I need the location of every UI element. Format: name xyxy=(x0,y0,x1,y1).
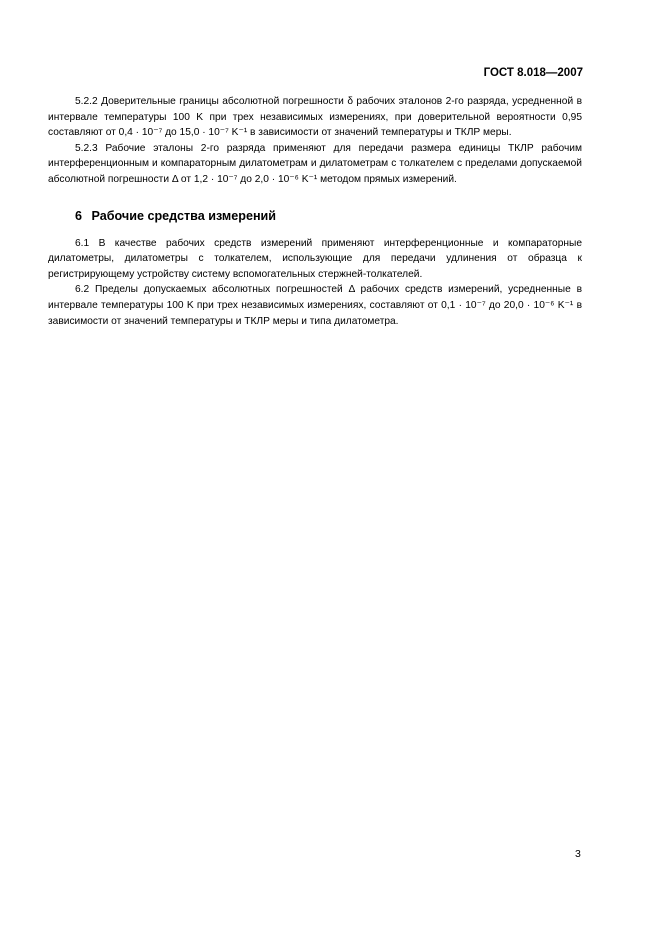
section-heading xyxy=(75,208,582,224)
paragraph-5-2-2: 5.2.2 Доверительные границы абсолютной погрешности δ рабочих эталонов 2-го разряда, усредненной в интервале температуры 100 K при трех независимых измерениях, при доверительной вероятности 0,95 составляют от 0,4 · 10⁻⁷ до 15,0 · 10⁻⁷ K⁻¹ в зависимости от значений температуры и ТКЛР меры. xyxy=(48,96,582,139)
page-body xyxy=(48,94,582,329)
section-number: 6 xyxy=(75,208,83,223)
paragraph-5-2-3: 5.2.3 Рабочие эталоны 2-го разряда применяют для передачи размера единицы ТКЛР рабочим интерференционным и компараторным дилатометрам и дилатометрам с толкателем с пределами допускаемой абсолютной погрешности Δ от 1,2 · 10⁻⁷ до 2,0 · 10⁻⁶ K⁻¹ методом прямых измерений. xyxy=(48,142,582,185)
section-title: Рабочие средства измерений xyxy=(91,208,277,223)
paragraph-6-2: 6.2 Пределы допускаемых абсолютных погрешностей Δ рабочих средств измерений, усредненные в интервале температуры 100 K при трех независимых измерениях, составляют от 0,1 · 10⁻⁷ до 20,0 · 10⁻⁶ K⁻¹ в зависимости от значений температуры и ТКЛР меры и типа дилатометра. xyxy=(48,284,582,327)
paragraph-6-1: 6.1 В качестве рабочих средств измерений применяют интерференционные и компараторные дилатометры, дилатометры с толкателем, использующие для передачи удлинения от образца к регистрирующему устройству систему вспомогательных стержней-толкателей. xyxy=(48,237,582,280)
document-code: ГОСТ 8.018—2007 xyxy=(483,67,583,79)
page-number: 3 xyxy=(575,848,581,860)
